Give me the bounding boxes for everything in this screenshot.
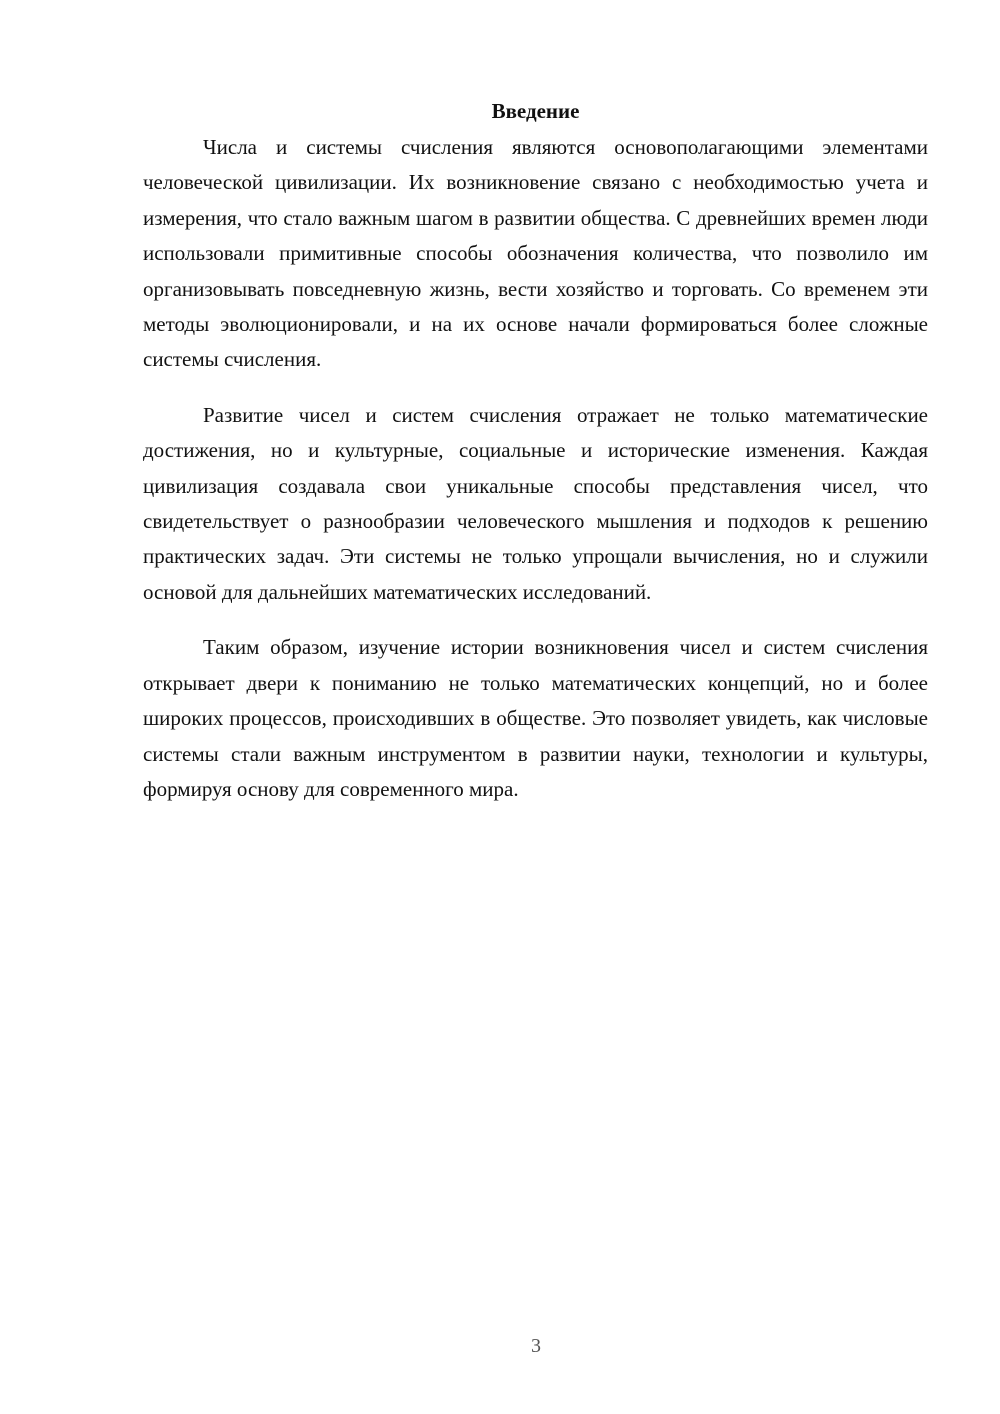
paragraph-2: Развитие чисел и систем счисления отражает не только математические достижения, но и культурные, социальные и исторические изменения. Каждая цивилизация создавала свои уникальные способы представления чисел, что свидетельствует о разнообразии человеческого мышления и подходов к решению практических задач. Эти системы не только упрощали вычисления, но и служили основой для дальнейших математических исследований. xyxy=(143,402,928,604)
page-content xyxy=(143,96,928,827)
paragraph-1: Числа и системы счисления являются основополагающими элементами человеческой цивилизации. Их возникновение связано с необходимостью учета и измерения, что стало важным шагом в развитии общества. С древнейших времен люди использовали примитивные способы обозначения количества, что позволило им организовывать повседневную жизнь, вести хозяйство и торговать. Со временем эти методы эволюционировали, и на их основе начали формироваться более сложные системы счисления. xyxy=(143,135,928,372)
page-number: 3 xyxy=(531,1335,541,1357)
section-title: Введение xyxy=(491,99,580,123)
paragraph-3: Таким образом, изучение истории возникновения чисел и систем счисления открывает двери к пониманию не только математических концепций, но и более широких процессов, происходивших в обществе. Это позволяет увидеть, как числовые системы стали важным инструментом в развитии науки, технологии и культуры, формируя основу для современного мира. xyxy=(143,635,928,801)
